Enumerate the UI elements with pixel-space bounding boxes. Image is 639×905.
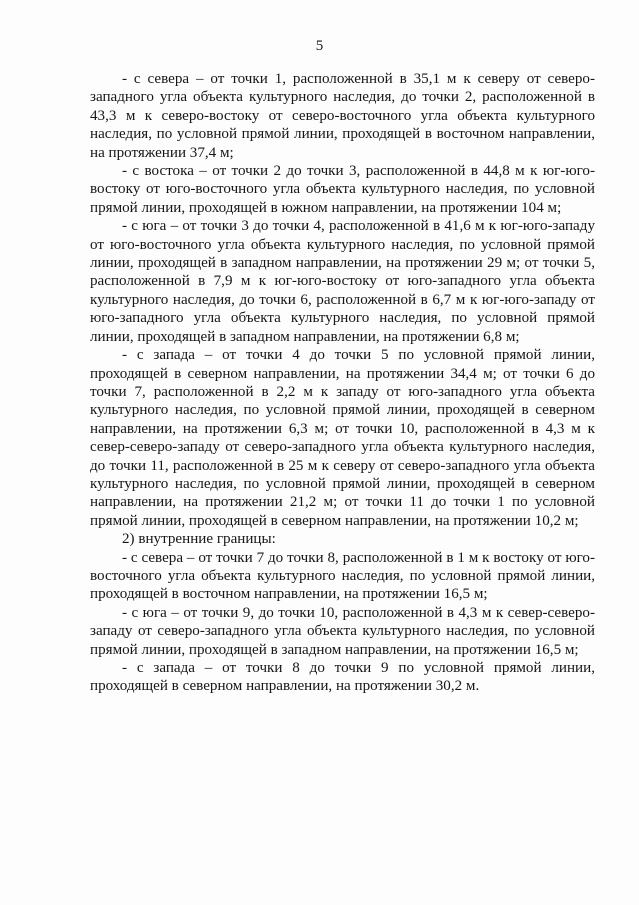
paragraph-internal-west: - с запада – от точки 8 до точки 9 по условной прямой линии, проходящей в северном направлении, на протяжении 30,2 м. xyxy=(90,660,595,695)
page-number: 5 xyxy=(315,38,324,54)
paragraph-west-boundary: - с запада – от точки 4 до точки 5 по условной прямой линии, проходящей в северном направлении, на протяжении 34,4 м; от точки 6 до точки 7, расположенной в 2,2 м к западу от юго-западного угла объекта культурного наследия, по условной прямой линии, проходящей в северном направлении, на протяжении 6,3 м; от точки 10, расположенной в 4,3 м к север-северо-западу от северо-западного угла объекта культурного наследия, до точки 11, расположенной в 25 м к северу от северо-западного угла объекта культурного наследия, по условной прямой линии, проходящей в северном направлении, на протяжении 21,2 м; от точки 11 до точки 1 по условной прямой линии, проходящей в северном направлении, на протяжении 10,2 м; xyxy=(90,347,595,529)
paragraph-east-boundary: - с востока – от точки 2 до точки 3, расположенной в 44,8 м к юг-юго-востоку от юго-восточного угла объекта культурного наследия, по условной прямой линии, проходящей в южном направлении, на протяжении 104 м; xyxy=(90,163,595,216)
paragraph-south-boundary: - с юга – от точки 3 до точки 4, расположенной в 41,6 м к юг-юго-западу от юго-восточного угла объекта культурного наследия, по условной прямой линии, проходящей в западном направлении, на протяжении 29 м; от точки 5, расположенной в 7,9 м к юг-юго-востоку от юго-западного угла объекта культурного наследия, до точки 6, расположенной в 6,7 м к юг-юго-западу от юго-западного угла объекта культурного наследия, по условной прямой линии, проходящей в западном направлении, на протяжении 6,8 м; xyxy=(90,218,595,345)
paragraph-internal-south: - с юга – от точки 9, до точки 10, расположенной в 4,3 м к север-северо-западу от северо-западного угла объекта культурного наследия, по условной прямой линии, проходящей в западном направлении, на протяжении 16,5 м; xyxy=(90,604,595,658)
document-body xyxy=(90,70,595,696)
paragraph-north-boundary: - с севера – от точки 1, расположенной в 35,1 м к северу от северо-западного угла объекта культурного наследия, до точки 2, расположенной в 43,3 м к северо-востоку от северо-восточного угла объекта культурного наследия, по условной прямой линии, проходящей в восточном направлении, на протяжении 37,4 м; xyxy=(90,71,595,161)
paragraph-internal-boundaries-heading: 2) внутренние границы: xyxy=(122,531,276,548)
paragraph-internal-north: - с севера – от точки 7 до точки 8, расположенной в 1 м к востоку от юго-восточного угла объекта культурного наследия, по условной прямой линии, проходящей в восточном направлении, на протяжении 16,5 м; xyxy=(90,549,595,603)
